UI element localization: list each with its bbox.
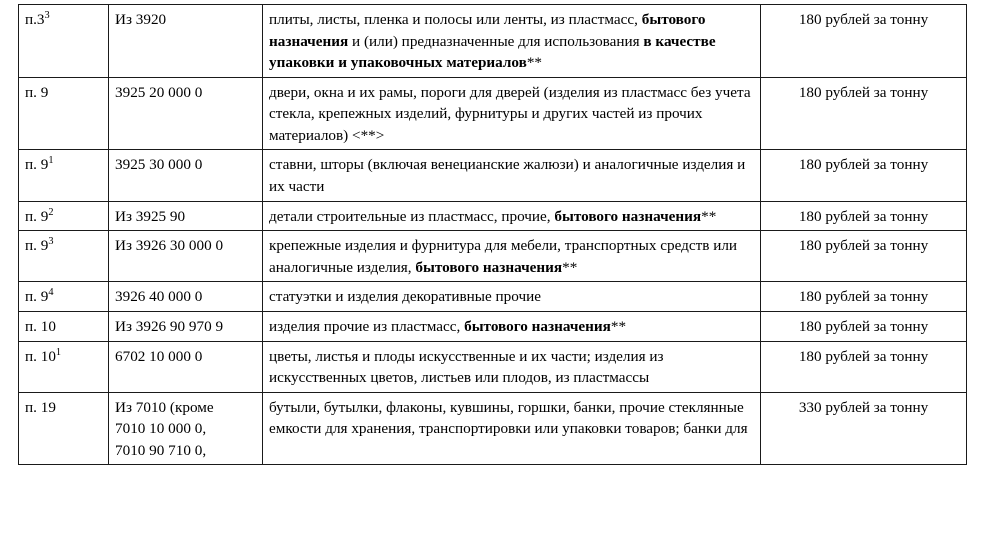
customs-code-line: 6702 10 000 0 bbox=[115, 347, 203, 365]
cell-goods-description: изделия прочие из пластмасс, бытового назначения** bbox=[263, 311, 761, 341]
table-row bbox=[19, 77, 967, 150]
cell-tariff-rate: 180 рублей за тонну bbox=[761, 282, 967, 312]
customs-code-line: Из 3926 30 000 0 bbox=[115, 237, 224, 255]
cell-customs-code bbox=[109, 311, 263, 341]
customs-code-line: 3926 40 000 0 bbox=[115, 288, 203, 306]
customs-code-line: Из 3920 bbox=[115, 11, 167, 28]
cell-goods-description: детали строительные из пластмасс, прочие, бытового назначения** bbox=[263, 201, 761, 231]
cell-tariff-rate: 180 рублей за тонну bbox=[761, 231, 967, 282]
cell-item-number: п. $9^2$ bbox=[19, 201, 109, 231]
cell-customs-code bbox=[109, 77, 263, 150]
customs-code-line: 3925 30 000 0 bbox=[115, 156, 203, 174]
cell-item-number: п. $9^1$ bbox=[19, 150, 109, 201]
cell-goods-description: статуэтки и изделия декоративные прочие bbox=[263, 282, 761, 312]
cell-customs-code bbox=[109, 282, 263, 312]
table-row bbox=[19, 392, 967, 465]
cell-item-number: п. $9^3$ bbox=[19, 231, 109, 282]
cell-tariff-rate: 180 рублей за тонну bbox=[761, 341, 967, 392]
cell-goods-description: цветы, листья и плоды искусственные и их части; изделия из искусственных цветов, листьев или плодов, из пластмассы bbox=[263, 341, 761, 392]
table-row bbox=[19, 5, 967, 78]
customs-code-line: 3925 20 000 0 bbox=[115, 83, 203, 101]
table-row bbox=[19, 282, 967, 312]
cell-customs-code bbox=[109, 341, 263, 392]
table-row bbox=[19, 311, 967, 341]
cell-tariff-rate: 180 рублей за тонну bbox=[761, 5, 967, 78]
cell-goods-description: двери, окна и их рамы, пороги для дверей (изделия из пластмасс без учета стекла, крепежных изделий, фурнитуры и других частей из прочих материалов) <**> bbox=[263, 77, 761, 150]
cell-item-number: п. $10^1$ bbox=[19, 341, 109, 392]
customs-code-line: Из 7010 (кроме bbox=[115, 398, 214, 416]
customs-code-line: 7010 10 000 0, bbox=[115, 420, 207, 438]
cell-customs-code bbox=[109, 150, 263, 201]
cell-tariff-rate: 330 рублей за тонну bbox=[761, 392, 967, 465]
cell-customs-code bbox=[109, 5, 263, 78]
cell-goods-description: крепежные изделия и фурнитура для мебели, транспортных средств или аналогичные изделия, бытового назначения** bbox=[263, 231, 761, 282]
cell-customs-code bbox=[109, 392, 263, 465]
cell-tariff-rate: 180 рублей за тонну bbox=[761, 311, 967, 341]
table-body bbox=[19, 5, 967, 465]
cell-item-number: п. 19 bbox=[19, 392, 109, 465]
cell-customs-code bbox=[109, 201, 263, 231]
table-row bbox=[19, 341, 967, 392]
customs-code-line: Из 3925 90 bbox=[115, 207, 186, 225]
cell-item-number: п. 10 bbox=[19, 311, 109, 341]
cell-goods-description: ставни, шторы (включая венецианские жалюзи) и аналогичные изделия и их части bbox=[263, 150, 761, 201]
table-row bbox=[19, 150, 967, 201]
table-row bbox=[19, 201, 967, 231]
cell-goods-description: плиты, листы, пленка и полосы или ленты, из пластмасс, бытового назначения и (или) предназначенные для использования в качестве упаковки и упаковочных материалов** bbox=[263, 5, 761, 78]
tariff-table bbox=[18, 4, 967, 465]
cell-item-number: п. 9 bbox=[19, 77, 109, 150]
customs-code-line: 7010 90 710 0, bbox=[115, 441, 207, 459]
customs-code-line: Из 3926 90 970 9 bbox=[115, 317, 224, 335]
cell-item-number: п. $9^4$ bbox=[19, 282, 109, 312]
cell-tariff-rate: 180 рублей за тонну bbox=[761, 77, 967, 150]
cell-item-number: $п.3^3$ bbox=[19, 5, 109, 78]
cell-tariff-rate: 180 рублей за тонну bbox=[761, 201, 967, 231]
table-row bbox=[19, 231, 967, 282]
cell-goods-description: бутыли, бутылки, флаконы, кувшины, горшки, банки, прочие стеклянные емкости для хранения, транспортировки или упаковки товаров; банки для bbox=[263, 392, 761, 465]
cell-customs-code bbox=[109, 231, 263, 282]
cell-tariff-rate: 180 рублей за тонну bbox=[761, 150, 967, 201]
